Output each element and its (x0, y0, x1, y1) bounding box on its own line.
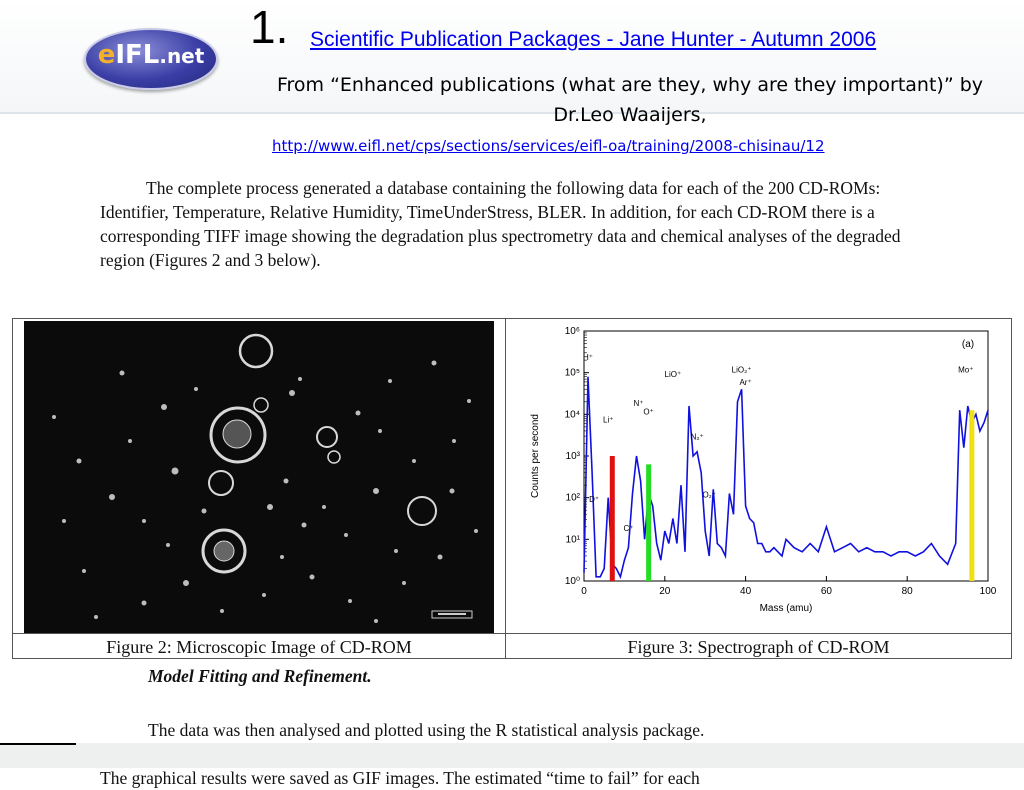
results-paragraph (100, 694, 920, 790)
slide-number: 1. (250, 1, 289, 53)
x-tick-label: 0 (581, 586, 587, 597)
title-link[interactable]: Scientific Publication Packages - Jane Hunter - Autumn 2006 (310, 28, 877, 51)
microscopic-image (24, 321, 494, 633)
ion-label: Li⁺ (603, 415, 614, 425)
highlight-peak (969, 410, 974, 581)
x-tick-label: 20 (659, 586, 671, 597)
source-attribution: From “Enhanced publications (what are they, why are they important)” by Dr.Leo Waaijers, (276, 74, 984, 126)
figure-2-caption: Figure 2: Microscopic Image of CD-ROM (106, 637, 412, 657)
y-tick-label: 10⁴ (564, 409, 580, 421)
y-tick-label: 10¹ (565, 534, 580, 546)
y-axis-label: Counts per second (530, 414, 541, 498)
section-heading: Model Fitting and Refinement. (148, 666, 372, 686)
figure-table (12, 318, 1012, 659)
intro-paragraph: The complete process generated a database containing the following data for each of the 200 CD-ROMs: Identifier, Temperature, Relative Humidity, TimeUnderStress, BLER. In addition, for each CD-ROM there is a corresponding TIFF image showing the degradation plus spectrometry data and chemical analyses of the degraded region (Figures 2 and 3 below). (100, 178, 901, 270)
x-tick-label: 100 (979, 586, 997, 597)
panel-label: (a) (961, 339, 975, 350)
reference-link[interactable]: http://www.eifl.net/cps/sections/services/eifl-oa/training/2008-chisinau/12 (272, 137, 825, 155)
results-line-2: The graphical results were saved as GIF images. The estimated “time to fail” for each (100, 768, 700, 788)
y-tick-label: 10² (565, 492, 580, 504)
ion-label: LiO⁺ (664, 369, 682, 379)
highlight-peak (646, 464, 651, 581)
y-tick-label: 10⁵ (564, 367, 580, 379)
logo-text: eIFL.net (97, 40, 205, 70)
eifl-logo (84, 28, 218, 90)
results-line-1: The data was then analysed and plotted using the R statistical analysis package. (148, 720, 705, 740)
footer-band (0, 743, 1024, 768)
ion-label: LiO₂⁺ (731, 365, 752, 375)
ion-label: C⁺ (623, 524, 634, 533)
ion-label: D⁺ (589, 494, 600, 504)
figure-3-caption: Figure 3: Spectrograph of CD-ROM (627, 637, 890, 657)
highlight-peak (610, 456, 615, 581)
plot-frame (584, 331, 988, 581)
ion-label: O⁺ (643, 407, 654, 417)
x-tick-label: 60 (820, 586, 832, 597)
ion-label: Mo⁺ (958, 365, 974, 375)
x-tick-label: 40 (740, 586, 752, 597)
ion-label: H⁺ (583, 353, 594, 363)
x-axis-label: Mass (amu) (759, 603, 813, 614)
ion-label: N⁺ (633, 399, 644, 408)
y-tick-label: 10⁶ (564, 326, 580, 337)
ion-label: Ar⁺ (739, 378, 752, 388)
caption-rule (13, 633, 1011, 634)
ion-label: N₂⁺ (690, 432, 704, 442)
y-tick-label: 10³ (565, 451, 580, 462)
figure-divider (505, 319, 506, 658)
y-tick-label: 10⁰ (564, 576, 580, 587)
spectrograph-chart (506, 319, 1011, 633)
x-tick-label: 80 (901, 586, 913, 597)
spectrograph-svg (506, 319, 1011, 633)
ion-label: O₂⁺ (702, 490, 717, 500)
footer-rule (0, 743, 76, 745)
microscopic-image-drawing (24, 321, 494, 633)
